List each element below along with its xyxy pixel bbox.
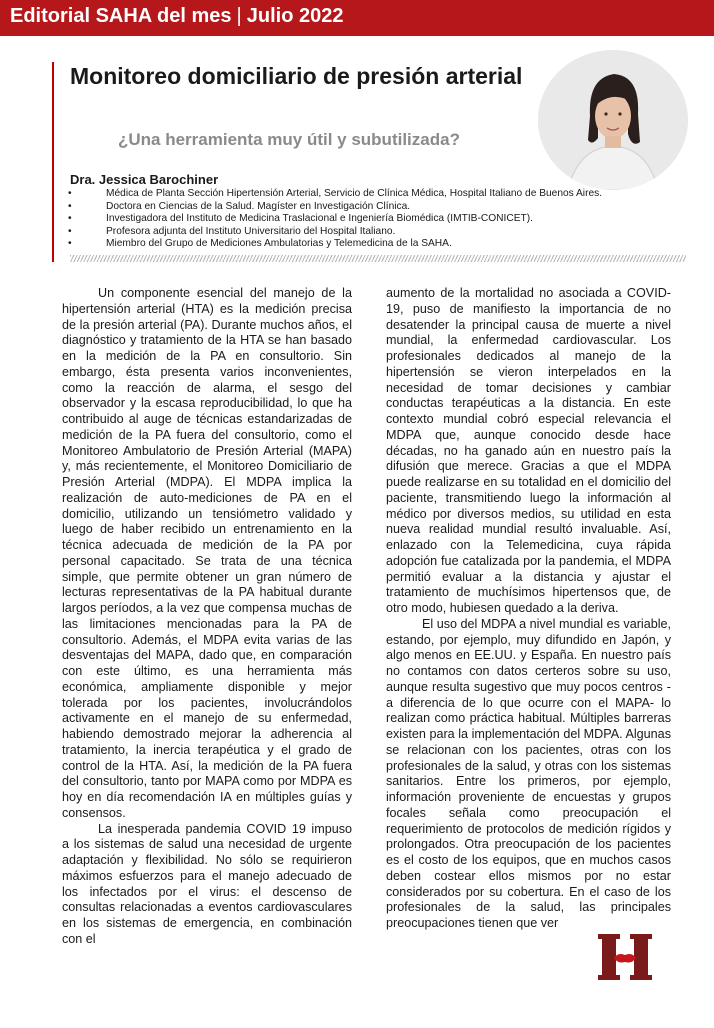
author-photo xyxy=(538,50,688,190)
body-column-right xyxy=(386,286,671,932)
affiliation-item xyxy=(66,201,686,214)
affiliation-text: Médica de Planta Sección Hipertensión Arterial, Servicio de Clínica Médica, Hospital Italiano de Buenos Aires. xyxy=(106,188,603,199)
bullet-icon: • xyxy=(68,188,72,199)
banner-separator: | xyxy=(236,5,242,27)
title-accent-rule xyxy=(52,62,54,262)
article-title: Monitoreo domiciliario de presión arterial xyxy=(70,63,523,89)
body-paragraph: aumento de la mortalidad no asociada a COVID-19, puso de manifiesto la importancia de no desatender la principal causa de muerte a nivel mundial, la enfermedad cardiovascular. Los profesionales dedicados al manejo de la hipertensión se vieron interpelados en la necesidad de tomar decisiones y cambiar conductas terapéuticas a la distancia. En este contexto mundial cobró especial relevancia el MDPA que, aunque conocido desde hace décadas, no ha ganado aún en nuestro país la difusión que merece. Gracias a que el MDPA puede realizarse en su totalidad en el domicilio del paciente, transmitiendo luego la información al médico por diversos medios, su utilidad en esta nueva realidad mundial resultó invaluable. Así, enlazado con la Telemedicina, cuya rápida adopción fue catalizada por la pandemia, el MDPA permitió evaluar a la distancia y ajustar el tratamiento de muchísimos hipertensos que, de otro modo, hubiesen quedado a la deriva. xyxy=(386,286,671,615)
author-affiliations xyxy=(66,188,686,251)
body-paragraph: Un componente esencial del manejo de la hipertensión arterial (HTA) es la medición precisa de la presión arterial (PA). Durante muchos años, el diagnóstico y tratamiento de la HTA se han basado en la medición de la PA en consultorio. Sin embargo, ésta presenta varios inconvenientes, como la reacción de alarma, el sesgo del observador y la escasa reproducibilidad, lo que ha contribuido al auge de técnicas estandarizadas de medición de la PA fuera del consultorio, como el Monitoreo Ambulatorio de Presión Arterial (MAPA) y, más recientemente, el Monitoreo Domiciliario de Presión Arterial (MDPA). El MDPA implica la realización de auto-mediciones de PA en el domicilio, utilizando un tensiómetro validado y luego de haber recibido un entrenamiento en la técnica adecuada de medición de la PA por personal capacitado. Se trata de una técnica simple, que permite obtener un gran número de lecturas representativas de la PA habitual durante largos períodos, a la vez que compensa muchas de las limitaciones mencionadas para la PA de consultorio. Además, el MDPA evita varias de las desventajas del MAPA, dado que, en comparación con este último, es una herramienta más económica, ampliamente disponible y mejor tolerada por los pacientes, involucrándolos activamente en el manejo de su enfermedad, habiendo demostrado mejorar la adherencia al tratamiento, la inercia terapéutica y el grado de control de la HTA. Así, la medición de la PA fuera del consultorio, tanto por MAPA como por MDPA es hoy en día recomendación IA en múltiples guías y consensos. xyxy=(62,286,352,820)
hatched-divider xyxy=(70,255,686,262)
author-name: Dra. Jessica Barochiner xyxy=(70,172,219,187)
body-column-left xyxy=(62,286,352,948)
bullet-icon: • xyxy=(68,200,72,212)
banner-date: Julio 2022 xyxy=(246,5,344,27)
bullet-icon: • xyxy=(68,225,72,237)
bullet-icon: • xyxy=(68,238,72,249)
banner-title xyxy=(10,5,343,28)
hospital-h-logo-icon xyxy=(598,934,652,980)
body-paragraph: El uso del MDPA a nivel mundial es variable, estando, por ejemplo, muy difundido en Japón, y algo menos en EE.UU. y España. En nuestro país no contamos con datos certeros sobre su uso, aunque resulta sugestivo que muy pocos centros -a diferencia de lo que ocurre con el MAPA- lo realizan como práctica habitual. Múltiples barreras existen para la implementación del MDPA. Algunas se relacionan con los pacientes, otras con los profesionales de la salud, y otras con los sistemas sanitarios. Entre los primeros, por ejemplo, información proveniente de encuestas y grupos focales señala como preocupación el requerimiento de protocolos de medición rígidos y prolongados. Otra preocupación de los pacientes es el costo de los equipos, que en muchos casos deben costear ellos mismos por no estar considerados por su cobertura. En el caso de los profesionales de la salud, las principales preocupaciones tienen que ver xyxy=(386,616,671,930)
body-paragraph: La inesperada pandemia COVID 19 impuso a los sistemas de salud una necesidad de urgente adaptación y flexibilidad. No sólo se requirieron máximos esfuerzos para el manejo adecuado de los infectados por el virus: el descenso de consultas relacionadas a eventos cardiovasculares en los sistemas de emergencia, en combinación con el xyxy=(62,821,352,946)
affiliation-text: Profesora adjunta del Instituto Universitario del Hospital Italiano. xyxy=(106,225,396,237)
affiliation-item xyxy=(66,213,686,226)
affiliation-text: Investigadora del Instituto de Medicina Traslacional e Ingeniería Biomédica (IMTIB-CONICET). xyxy=(106,213,533,224)
affiliation-item xyxy=(66,188,686,201)
header-banner xyxy=(0,0,714,36)
banner-section: Editorial SAHA del mes xyxy=(10,5,232,27)
article-subtitle: ¿Una herramienta muy útil y subutilizada? xyxy=(118,130,460,149)
author-portrait-icon xyxy=(538,50,688,190)
bullet-icon: • xyxy=(68,213,72,224)
affiliation-item xyxy=(66,226,686,239)
affiliation-text: Miembro del Grupo de Mediciones Ambulatorias y Telemedicina de la SAHA. xyxy=(106,238,452,249)
affiliation-text: Doctora en Ciencias de la Salud. Magíster en Investigación Clínica. xyxy=(106,200,411,212)
affiliation-item xyxy=(66,238,686,251)
